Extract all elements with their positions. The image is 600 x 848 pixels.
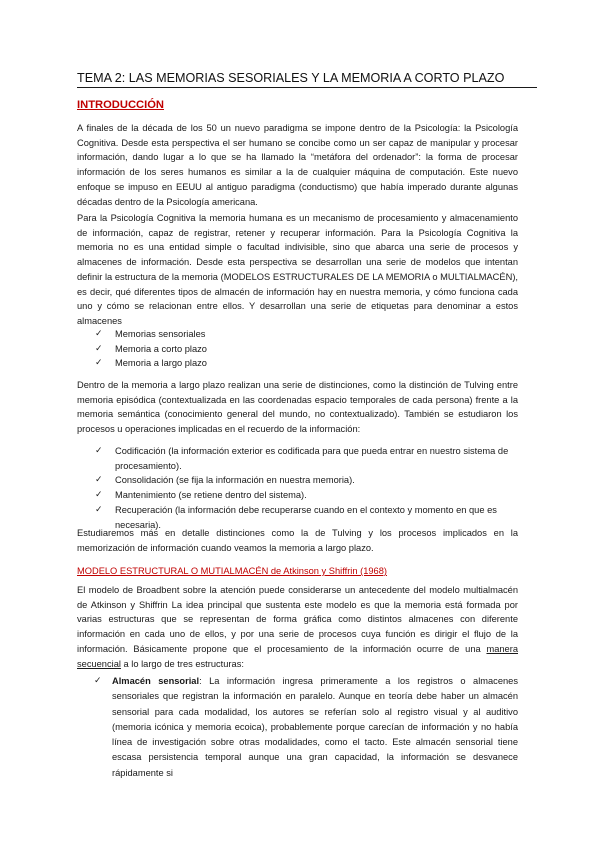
study-note-paragraph: Estudiaremos más en detalle distinciones como la de Tulving y los procesos implicados en la memorización de información cuando veamos la memoria a largo plazo. — [77, 528, 518, 553]
list-item: ✓ Memoria a corto plazo — [95, 342, 518, 357]
list-item: ✓ Memoria a largo plazo — [95, 356, 518, 371]
intro-paragraph-2: Para la Psicología Cognitiva la memoria humana es un mecanismo de procesamiento y almacenamiento de información, capaz de registrar, retener y recuperar información. Para la Psicología Cognitiva la memoria no es una entidad simple o facultad indivisible, sino que abarca una serie de procesos y almacenes de información. Desde esta perspectiva se desarrollan una serie de modelos que intentan definir la estructura de la memoria (MODELOS ESTRUCTURALES DE LA MEMORIA o MULTIALMACÉN), es decir, qué diferentes tipos de almacén de información hay en nuestra memoria, y cómo funciona cada uno y cómo se relacionan entre ellos. Y desarrollan una serie de etiquetas para denominar a estos almacenes — [77, 213, 518, 326]
list-item: ✓ Recuperación (la información debe recuperarse cuando en el contexto y momento en que es necesaria). — [95, 504, 497, 530]
list-item: ✓ Mantenimiento (se retiene dentro del sistema). — [95, 488, 518, 503]
list-item: ✓ Almacén sensorial: La información ingresa primeramente a los registros o almacenes sensoriales que registran la información en paralelo. Aunque en teoría debe haber un almacén sensorial para cada modalidad, los autores se referían solo al registro visual y al auditivo (memoria icónica y memoria ecoica), probablemente porque carecían de información y no había línea de investigación sobre otras modalidades, como el tacto. Este almacén sensorial tiene escasa persistencia temporal aunque una gran capacidad, la información se desvanece rápidamente si — [94, 676, 518, 778]
underlined-word: secuencial — [77, 658, 121, 669]
check-icon: ✓ — [95, 343, 103, 354]
sensory-store-label: Almacén sensorial — [112, 676, 200, 686]
document-title: TEMA 2: LAS MEMORIAS SESORIALES Y LA MEMORIA A CORTO PLAZO — [77, 70, 537, 88]
intro-heading: INTRODUCCIÓN — [77, 99, 165, 111]
tulving-paragraph: Dentro de la memoria a largo plazo realizan una serie de distinciones, como la distinción de Tulving entre memoria episódica (contextualizada en las coordenadas espacio temporales de cada persona) frente a la memoria semántica (conocimiento general del mundo, no contextualizado). También se estudiaron los procesos u operaciones implicadas en el recuerdo de la información: — [77, 380, 518, 435]
check-icon: ✓ — [95, 446, 103, 456]
check-icon: ✓ — [95, 329, 103, 339]
list-item: ✓ Memorias sensoriales — [95, 327, 518, 342]
underlined-word: manera — [486, 643, 518, 654]
check-icon: ✓ — [95, 475, 103, 486]
memory-processes-list — [95, 444, 518, 532]
model-heading: MODELO ESTRUCTURAL O MUTIALMACÉN de Atkinson y Shiffrin (1968) — [77, 566, 387, 576]
list-item: ✓ Codificación (la información exterior es codificada para que pueda entrar en nuestro sistema de procesamiento). — [95, 446, 509, 471]
check-icon: ✓ — [95, 490, 103, 501]
broadbent-paragraph: El modelo de Broadbent sobre la atención puede considerarse un antecedente del modelo multialmacén de Atkinson y Shiffrin La idea principal que sustenta este modelo es que la memoria está formada por varias estructuras que se representan de forma gráfica como distintos almacenes con diferente información en cada uno de ellos, y por una serie de procesos cuya función es dirigir el flujo de la información. Básicamente propone que el procesamiento de la información ocurre de una manera secuencial a lo largo de tres estructuras: — [77, 585, 518, 669]
check-icon: ✓ — [94, 676, 102, 686]
list-item: ✓ Consolidación (se fija la información en nuestra memoria). — [95, 473, 518, 488]
memory-stores-list — [95, 327, 518, 371]
check-icon: ✓ — [95, 504, 103, 515]
structures-list — [94, 674, 518, 781]
intro-paragraph-1: A finales de la década de los 50 un nuevo paradigma se impone dentro de la Psicología: la Psicología Cognitiva. Desde esta perspectiva el ser humano se concibe como un ser capaz de manipular y procesar información, dando lugar a lo que se ha llamado la “metáfora del ordenador”: la forma de procesar información de los seres humanos es similar a la de cualquier máquina de computación. Este nuevo enfoque se impuso en EEUU al antiguo paradigma (conductismo) que había imperado durante algunas décadas dentro de la Psicología americana. — [77, 123, 518, 207]
check-icon: ✓ — [95, 358, 103, 369]
